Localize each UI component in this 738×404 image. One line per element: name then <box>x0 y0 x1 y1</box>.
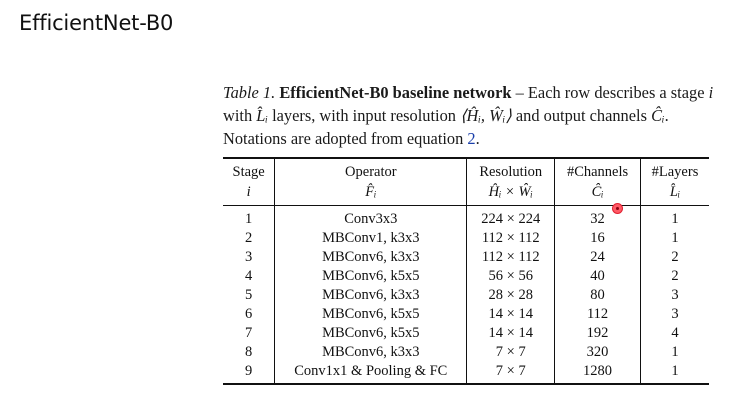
cell-stage: 4 <box>223 267 275 286</box>
cell-layers: 3 <box>671 306 679 322</box>
table-row <box>223 286 709 305</box>
table-row <box>223 206 709 230</box>
caption-channels-symbol: Ĉᵢ <box>651 106 665 125</box>
cell-resolution: 14 × 14 <box>467 324 555 343</box>
cell-stage: 9 <box>223 362 275 384</box>
header-operator: Operator <box>275 158 467 181</box>
cell-stage: 8 <box>223 343 275 362</box>
header-channels: #Channels <box>555 158 641 181</box>
cell-channels: 112 <box>555 305 641 324</box>
table-header-symbol-row <box>223 181 709 206</box>
cell-stage: 2 <box>223 229 275 248</box>
header-channels-symbol: Ĉᵢ <box>555 181 641 206</box>
cell-channels: 1280 <box>555 362 641 384</box>
cell-resolution: 56 × 56 <box>467 267 555 286</box>
cell-channels: 40 <box>555 267 641 286</box>
cell-channels: 192 <box>555 324 641 343</box>
cell-layers: 2 <box>671 268 679 284</box>
cell-channels: 80 <box>555 286 641 305</box>
cell-resolution: 112 × 112 <box>467 248 555 267</box>
header-operator-symbol: F̂ᵢ <box>275 181 467 206</box>
cell-channels: 320 <box>555 343 641 362</box>
cell-resolution: 14 × 14 <box>467 305 555 324</box>
cell-operator: MBConv6, k3x3 <box>275 248 467 267</box>
cell-operator: MBConv6, k5x5 <box>275 324 467 343</box>
cell-resolution: 224 × 224 <box>467 206 555 230</box>
cell-resolution: 7 × 7 <box>467 362 555 384</box>
cell-resolution: 7 × 7 <box>467 343 555 362</box>
cell-stage: 1 <box>223 206 275 230</box>
cell-channels: 24 <box>555 248 641 267</box>
cell-operator: MBConv6, k5x5 <box>275 305 467 324</box>
cell-stage: 6 <box>223 305 275 324</box>
caption-text: . Notations are adopted from equation <box>223 106 669 148</box>
cell-layers: 3 <box>671 287 679 303</box>
header-layers-symbol: L̂ᵢ <box>640 181 709 206</box>
header-resolution: Resolution <box>467 158 555 181</box>
caption-layers-symbol: L̂ᵢ <box>256 106 268 125</box>
cell-resolution: 28 × 28 <box>467 286 555 305</box>
cell-operator: MBConv6, k3x3 <box>275 343 467 362</box>
cell-operator: MBConv6, k5x5 <box>275 267 467 286</box>
table-row <box>223 248 709 267</box>
table-row <box>223 324 709 343</box>
cell-layers: 2 <box>671 249 679 265</box>
cell-channels: 32 <box>555 206 641 230</box>
header-stage: Stage <box>223 158 275 181</box>
cell-operator: MBConv1, k3x3 <box>275 229 467 248</box>
cell-stage: 7 <box>223 324 275 343</box>
cell-operator: Conv3x3 <box>275 206 467 230</box>
header-resolution-symbol: Ĥᵢ × Ŵᵢ <box>467 181 555 206</box>
page-title: EfficientNet-B0 <box>19 11 174 35</box>
cell-layers: 4 <box>671 325 679 341</box>
table-row <box>223 362 709 384</box>
caption-text: – Each row describes a stage <box>511 83 709 102</box>
cell-layers: 1 <box>671 211 679 227</box>
table-caption <box>223 81 718 150</box>
cell-operator: Conv1x1 & Pooling & FC <box>275 362 467 384</box>
mouse-cursor-indicator-icon <box>612 203 623 214</box>
table-row <box>223 305 709 324</box>
header-layers: #Layers <box>640 158 709 181</box>
table-label: Table 1. <box>223 83 276 102</box>
cell-layers: 1 <box>671 230 679 246</box>
cell-layers: 1 <box>640 362 709 384</box>
caption-text: . <box>475 129 480 148</box>
cell-channels: 16 <box>555 229 641 248</box>
table-row <box>223 343 709 362</box>
table-header-row <box>223 158 709 181</box>
header-stage-symbol: i <box>223 181 275 206</box>
caption-var-i: i <box>708 83 714 102</box>
cell-operator: MBConv6, k3x3 <box>275 286 467 305</box>
table-row <box>223 229 709 248</box>
table-row <box>223 267 709 286</box>
equation-reference-link[interactable]: 2 <box>467 129 476 148</box>
caption-resolution-symbol: ⟨Ĥᵢ, Ŵᵢ⟩ <box>460 106 512 125</box>
efficientnet-b0-table <box>223 157 709 385</box>
table-title: EfficientNet-B0 baseline network <box>279 83 512 102</box>
caption-text: layers, with input resolution <box>267 106 461 125</box>
caption-text: and output channels <box>511 106 652 125</box>
caption-text: with <box>223 106 257 125</box>
cell-resolution: 112 × 112 <box>467 229 555 248</box>
cell-stage: 3 <box>223 248 275 267</box>
cell-stage: 5 <box>223 286 275 305</box>
cell-layers: 1 <box>671 344 679 360</box>
